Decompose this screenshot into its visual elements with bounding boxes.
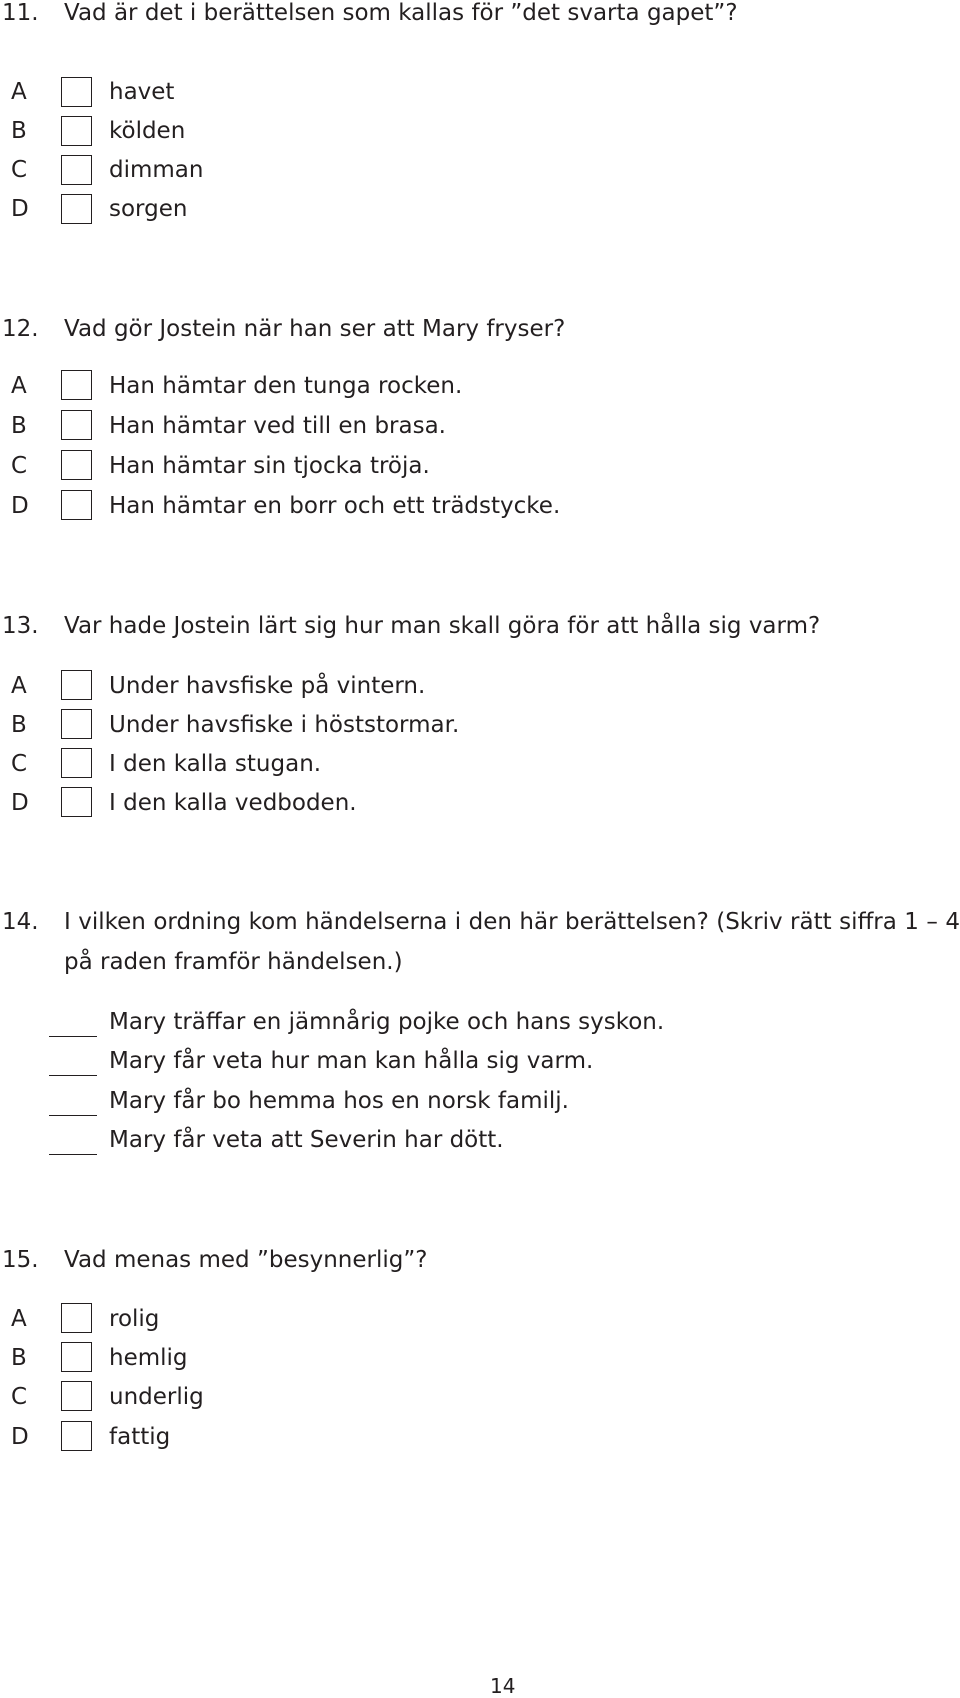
option-letter: D [11,196,29,222]
option-text: fattig [109,1424,171,1450]
option-letter: B [11,118,27,144]
option-checkbox[interactable] [61,194,92,224]
option-text: Han hämtar den tunga rocken. [109,373,463,399]
option-letter: C [11,751,28,777]
question-number: 14. [2,909,39,935]
question-text: Vad gör Jostein när han ser att Mary fryser? [64,316,566,342]
option-letter: C [11,157,28,183]
option-text: Han hämtar ved till en brasa. [109,413,446,439]
question-number: 11. [2,0,39,26]
question-number: 15. [2,1247,39,1273]
option-text: hemlig [109,1345,188,1371]
question-text: Vad är det i berättelsen som kallas för ”det svarta gapet”? [64,0,738,26]
event-text: Mary får veta hur man kan hålla sig varm. [109,1048,594,1074]
option-checkbox[interactable] [61,116,92,146]
order-answer-line[interactable] [49,1154,97,1155]
option-checkbox[interactable] [61,370,92,400]
option-letter: A [11,79,27,105]
page-number: 14 [490,1674,516,1698]
option-checkbox[interactable] [61,490,92,520]
order-answer-line[interactable] [49,1075,97,1076]
option-checkbox[interactable] [61,77,92,107]
option-text: underlig [109,1384,204,1410]
option-letter: B [11,1345,27,1371]
option-text: sorgen [109,196,188,222]
option-text: havet [109,79,175,105]
option-checkbox[interactable] [61,670,92,700]
option-text: I den kalla vedboden. [109,790,357,816]
option-checkbox[interactable] [61,709,92,739]
option-text: I den kalla stugan. [109,751,322,777]
option-checkbox[interactable] [61,787,92,817]
option-checkbox[interactable] [61,410,92,440]
question-number: 12. [2,316,39,342]
option-checkbox[interactable] [61,1381,92,1411]
option-text: rolig [109,1306,160,1332]
question-text: Var hade Jostein lärt sig hur man skall göra för att hålla sig varm? [64,613,821,639]
option-text: kölden [109,118,186,144]
option-letter: B [11,413,27,439]
option-letter: D [11,790,29,816]
option-checkbox[interactable] [61,155,92,185]
event-text: Mary får bo hemma hos en norsk familj. [109,1088,569,1114]
option-checkbox[interactable] [61,450,92,480]
option-letter: D [11,1424,29,1450]
order-answer-line[interactable] [49,1115,97,1116]
option-letter: B [11,712,27,738]
option-checkbox[interactable] [61,1303,92,1333]
option-letter: A [11,1306,27,1332]
event-text: Mary får veta att Severin har dött. [109,1127,504,1153]
option-checkbox[interactable] [61,1342,92,1372]
option-letter: A [11,373,27,399]
option-letter: C [11,453,28,479]
option-checkbox[interactable] [61,748,92,778]
question-text: I vilken ordning kom händelserna i den här berättelsen? (Skriv rätt siffra 1 – 4 på raden framför händelsen.) [64,909,960,975]
option-letter: A [11,673,27,699]
option-checkbox[interactable] [61,1421,92,1451]
option-text: Han hämtar en borr och ett trädstycke. [109,493,561,519]
order-answer-line[interactable] [49,1036,97,1037]
question-number: 13. [2,613,39,639]
option-text: Han hämtar sin tjocka tröja. [109,453,430,479]
option-text: Under havsfiske på vintern. [109,673,426,699]
option-text: Under havsfiske i höststormar. [109,712,460,738]
option-letter: D [11,493,29,519]
option-letter: C [11,1384,28,1410]
question-text: Vad menas med ”besynnerlig”? [64,1247,428,1273]
option-text: dimman [109,157,204,183]
event-text: Mary träffar en jämnårig pojke och hans syskon. [109,1009,665,1035]
